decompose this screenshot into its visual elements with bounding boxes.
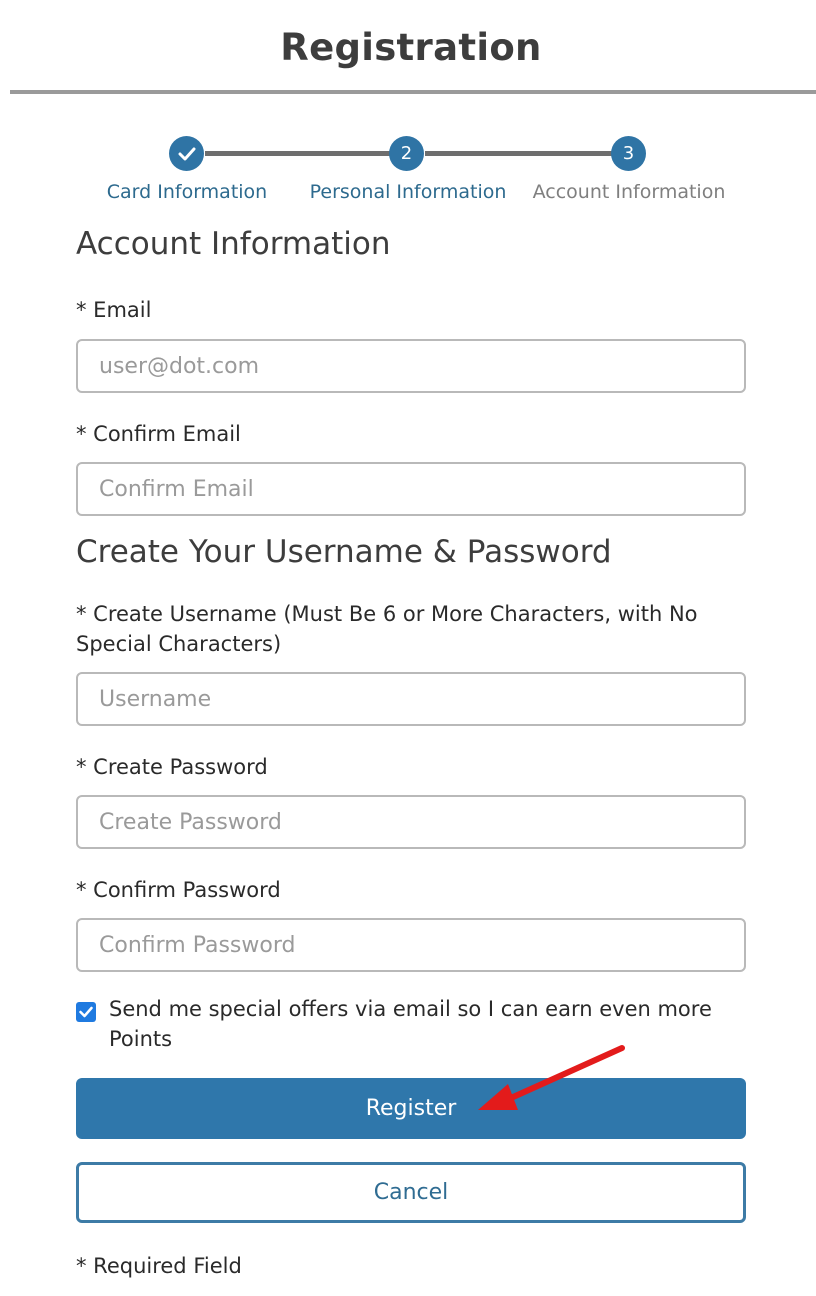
email-field[interactable] — [76, 339, 746, 393]
offers-checkbox[interactable] — [76, 1002, 96, 1022]
step-1-indicator — [169, 136, 204, 171]
page-header — [0, 0, 816, 96]
username-field[interactable] — [76, 672, 746, 726]
checkmark-icon — [79, 1006, 93, 1018]
step-3-label: Account Information — [532, 181, 726, 203]
step-2-indicator: 2 — [389, 136, 424, 171]
red-arrow-icon — [470, 1040, 630, 1120]
confirm-password-label: * Confirm Password — [76, 878, 281, 902]
password-label: * Create Password — [76, 755, 268, 779]
confirm-email-field[interactable] — [76, 462, 746, 516]
step-3-indicator: 3 — [611, 136, 646, 171]
step-1-label: Card Information — [106, 181, 268, 203]
stepper-connector — [205, 151, 391, 156]
account-section-title: Account Information — [76, 226, 391, 262]
credentials-section-title: Create Your Username & Password — [76, 534, 612, 570]
username-label: * Create Username (Must Be 6 or More Characters, with No Special Characters) — [76, 602, 698, 656]
checkmark-icon — [178, 146, 196, 162]
offers-checkbox-label: Send me special offers via email so I can earn even more Points — [109, 997, 712, 1051]
register-button[interactable]: Register — [76, 1078, 746, 1139]
password-field[interactable] — [76, 795, 746, 849]
required-field-note: * Required Field — [76, 1254, 242, 1278]
progress-stepper — [0, 120, 816, 210]
confirm-password-field[interactable] — [76, 918, 746, 972]
cancel-button[interactable]: Cancel — [76, 1162, 746, 1223]
step-2-label: Personal Information — [309, 181, 507, 203]
stepper-connector — [425, 151, 613, 156]
page-title: Registration — [280, 26, 542, 69]
email-label: * Email — [76, 298, 152, 322]
confirm-email-label: * Confirm Email — [76, 422, 241, 446]
header-divider — [10, 90, 816, 94]
